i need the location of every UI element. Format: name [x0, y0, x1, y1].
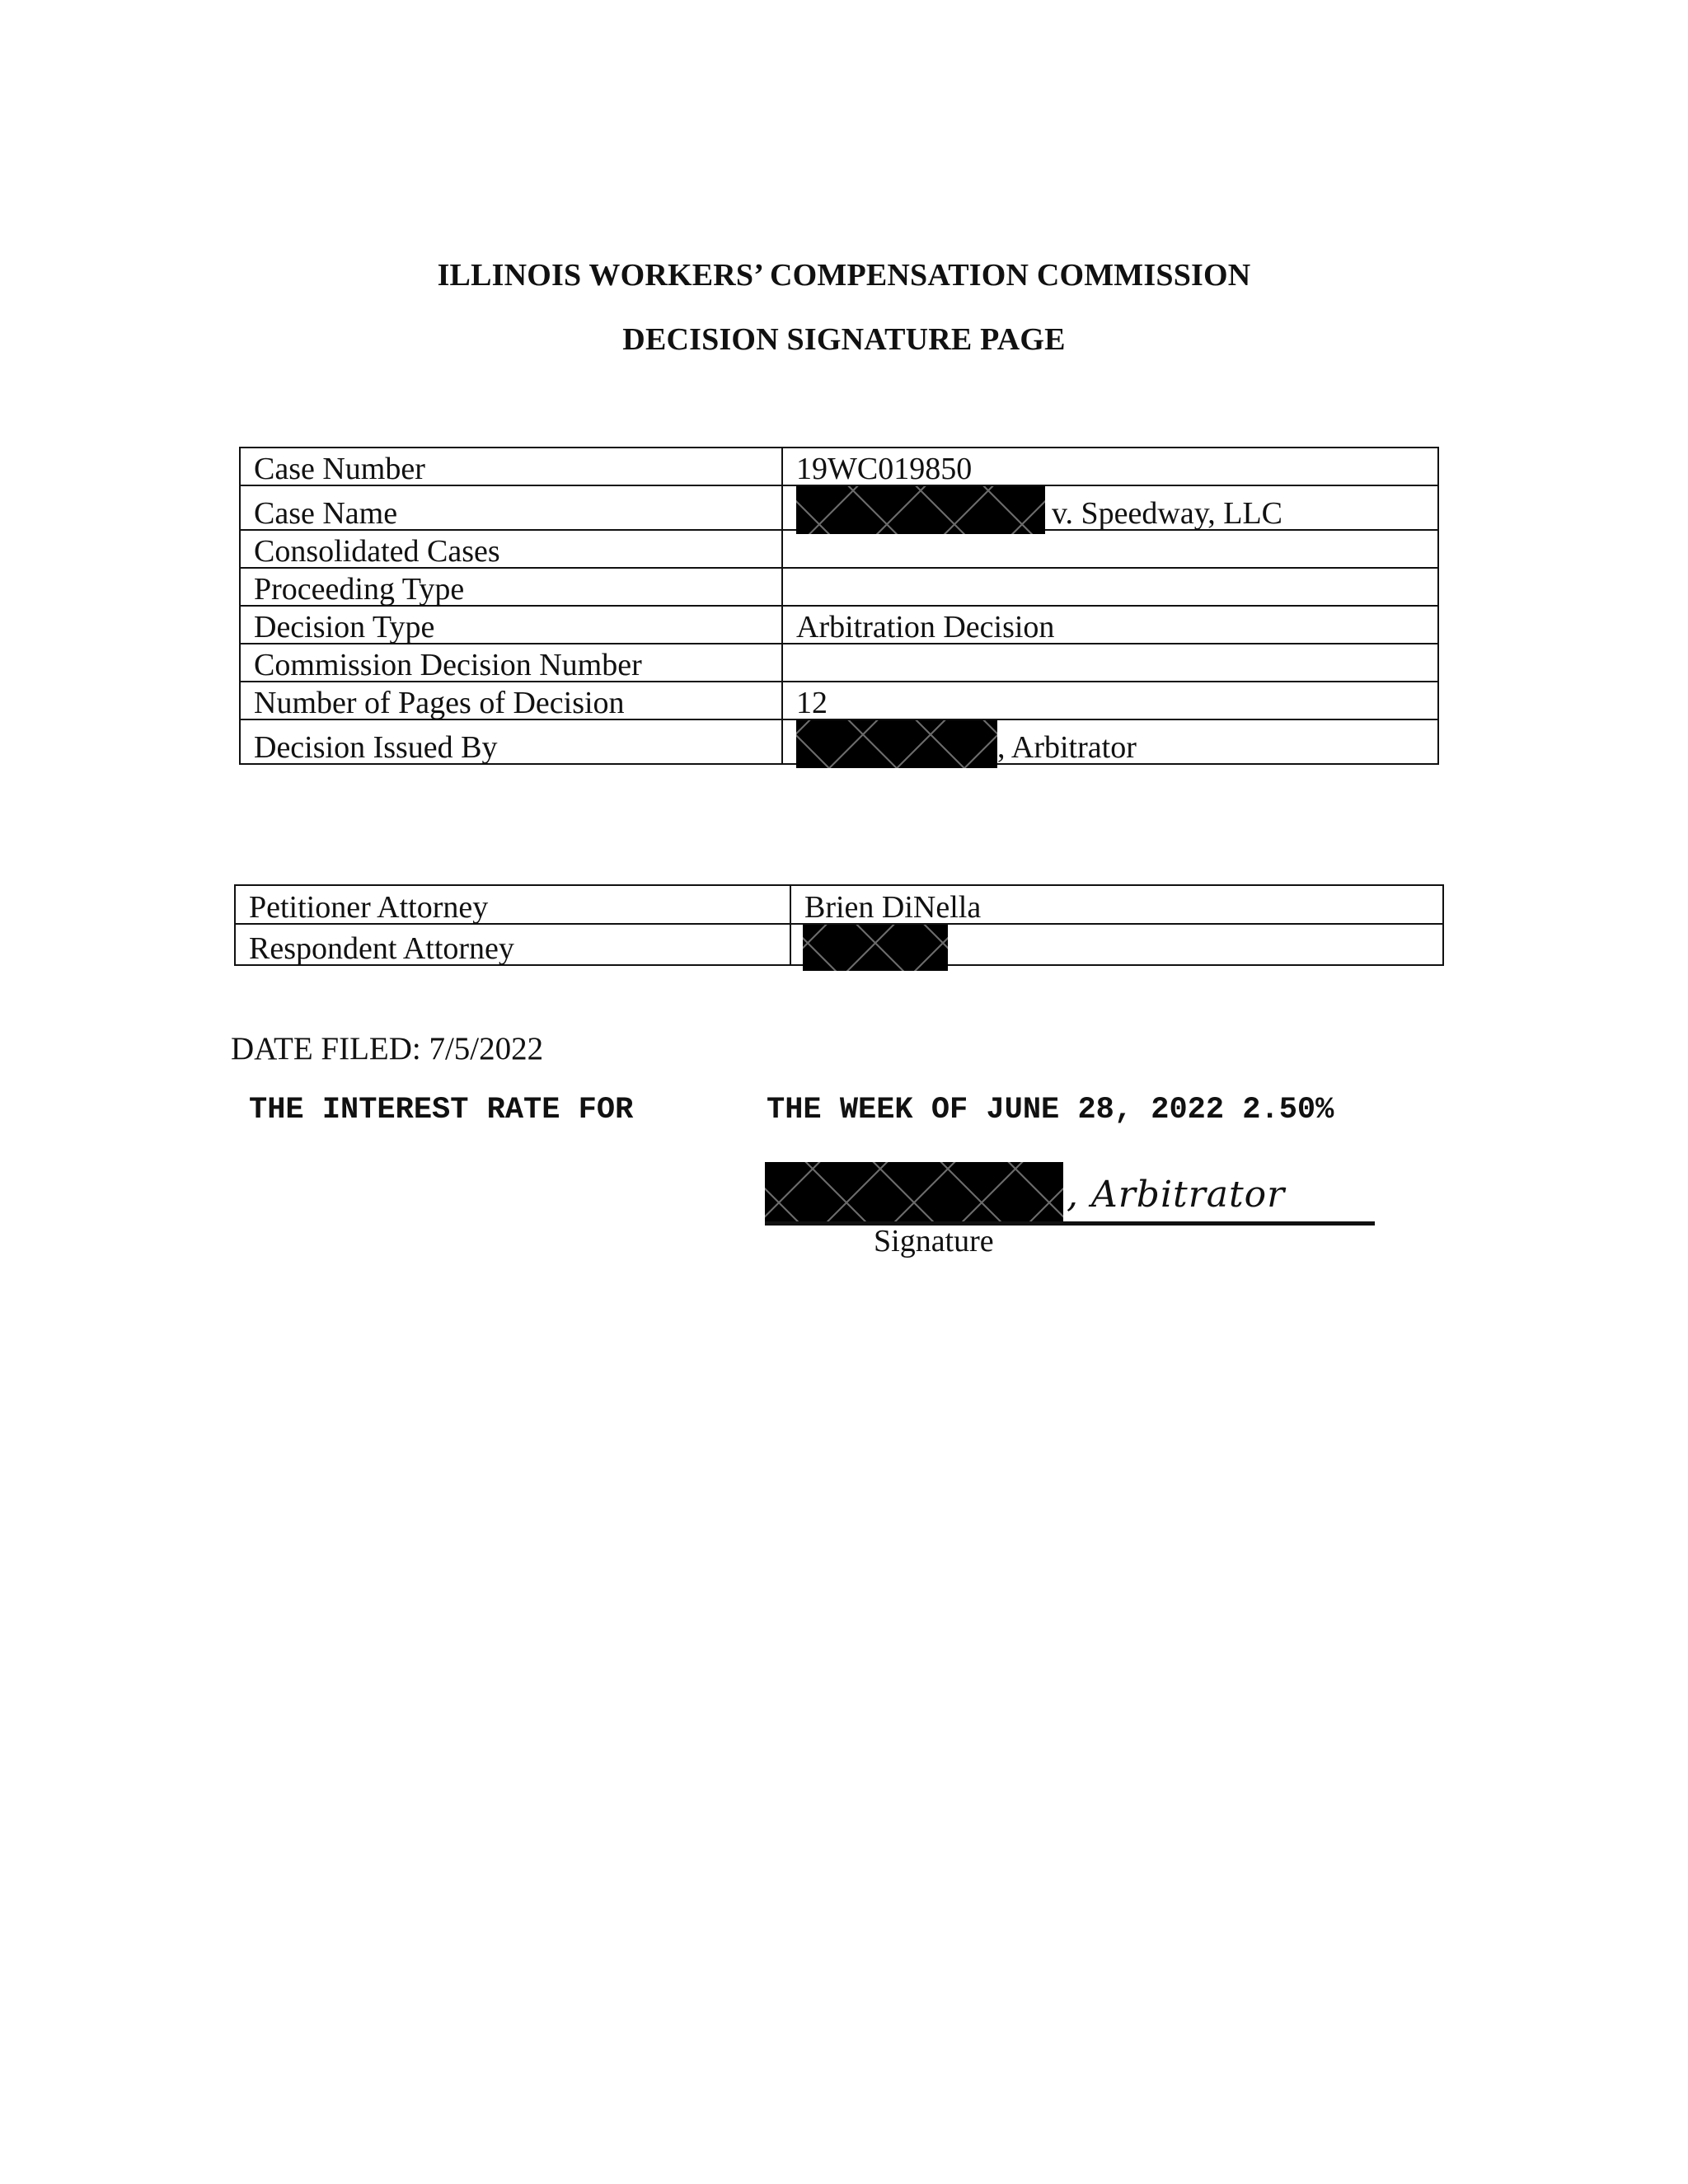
table-row	[240, 568, 1438, 606]
table-row	[240, 485, 1438, 530]
date-filed: DATE FILED: 7/5/2022	[231, 1031, 544, 1066]
signature-label: Signature	[874, 1224, 994, 1258]
interest-rate-value: THE WEEK OF JUNE 28, 2022 2.50%	[767, 1093, 1334, 1127]
document-subtitle: DECISION SIGNATURE PAGE	[622, 322, 1066, 357]
proceeding-type-label: Proceeding Type	[240, 568, 782, 606]
case-info-table	[239, 447, 1439, 765]
case-number-value: 19WC019850	[782, 448, 1438, 485]
handwritten-signature: , Arbitrator	[1067, 1174, 1286, 1216]
commission-decision-number-label: Commission Decision Number	[240, 644, 782, 682]
interest-rate-label: THE INTEREST RATE FOR	[249, 1093, 634, 1127]
signature-block	[765, 1162, 1375, 1253]
redaction-box	[796, 720, 997, 768]
redaction-box	[765, 1162, 1063, 1221]
decision-type-label: Decision Type	[240, 606, 782, 644]
consolidated-cases-value	[782, 530, 1438, 568]
table-row	[235, 885, 1443, 924]
redaction-box	[796, 486, 1045, 534]
table-row	[240, 644, 1438, 682]
petitioner-attorney-label: Petitioner Attorney	[235, 885, 790, 924]
proceeding-type-value	[782, 568, 1438, 606]
decision-issued-by-label: Decision Issued By	[240, 719, 782, 764]
number-of-pages-label: Number of Pages of Decision	[240, 682, 782, 719]
table-row	[235, 924, 1443, 965]
attorney-table	[234, 884, 1444, 966]
table-row	[240, 606, 1438, 644]
decision-issued-by-cell	[782, 719, 1438, 764]
case-number-label: Case Number	[240, 448, 782, 485]
signature-line	[765, 1221, 1375, 1226]
petitioner-attorney-value: Brien DiNella	[790, 885, 1443, 924]
commission-decision-number-value	[782, 644, 1438, 682]
decision-issued-by-value: , Arbitrator	[997, 730, 1137, 765]
table-row	[240, 719, 1438, 764]
decision-type-value: Arbitration Decision	[782, 606, 1438, 644]
case-name-value: v. Speedway, LLC	[1052, 496, 1283, 531]
document-title: ILLINOIS WORKERS’ COMPENSATION COMMISSION	[437, 258, 1251, 293]
table-row	[240, 448, 1438, 485]
respondent-attorney-cell	[790, 924, 1443, 965]
case-name-cell	[782, 485, 1438, 530]
redaction-box	[803, 925, 948, 971]
consolidated-cases-label: Consolidated Cases	[240, 530, 782, 568]
number-of-pages-value: 12	[782, 682, 1438, 719]
table-row	[240, 682, 1438, 719]
case-name-label: Case Name	[240, 485, 782, 530]
table-row	[240, 530, 1438, 568]
respondent-attorney-label: Respondent Attorney	[235, 924, 790, 965]
